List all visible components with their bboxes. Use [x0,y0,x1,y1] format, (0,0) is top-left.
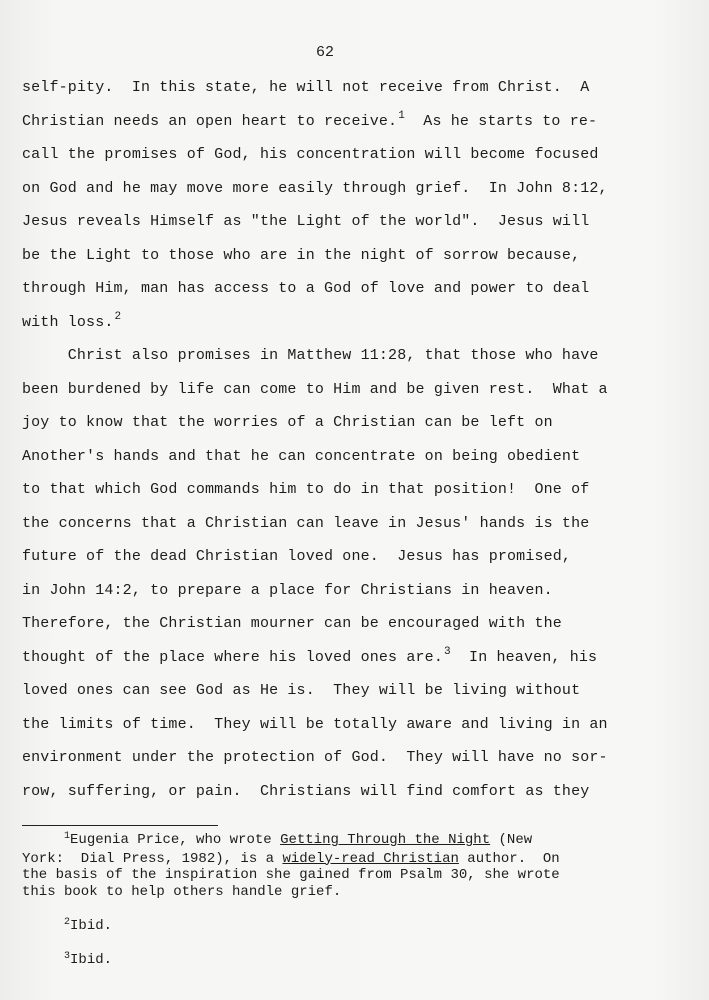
body-line: environment under the protection of God. They will have no sor- [22,749,608,766]
footnote-2: $^2$Ibid. [64,917,113,934]
footnote-ref: 2 [114,310,122,323]
footnotes [22,832,662,900]
body-line: Christ also promises in Matthew 11:28, that those who have [22,347,599,364]
footnote-1: $^1$Eugenia Price, who wrote Getting Through the Night (New [64,831,533,848]
body-line: loved ones can see God as He is. They will be living without [22,682,581,699]
body-line: thought of the place where his loved ones are.$^3$ In heaven, his [22,645,598,666]
footnote-1-line: the basis of the inspiration she gained from Psalm 30, she wrote [22,867,560,883]
footnote-ref: 1 [398,109,405,122]
body-line: row, suffering, or pain. Christians will find comfort as they [22,782,590,800]
body-line: through Him, man has access to a God of love and power to deal [22,280,590,297]
book-title: Getting Through the Night [280,832,491,848]
body-line: on God and he may move more easily through grief. In John 8:12, [22,179,608,197]
body-line: to that which God commands him to do in that position! One of [22,481,590,498]
body-line: the concerns that a Christian can leave in Jesus' hands is the [22,514,590,532]
body-line: future of the dead Christian loved one. Jesus has promised, [22,548,572,565]
body-line: call the promises of God, his concentration will become focused [22,146,599,163]
footnote-1-line: York: Dial Press, 1982), is a widely-read Christian author. On [22,850,560,867]
body-line: Christian needs an open heart to receive.$^1$ As he starts to re- [22,109,598,130]
body-line: self-pity. In this state, he will not receive from Christ. A [22,79,590,96]
footnote-1-line: this book to help others handle grief. [22,883,342,900]
body-line: been burdened by life can come to Him and be given rest. What a [22,380,608,398]
body-line: Jesus reveals Himself as "the Light of the world". Jesus will [22,213,590,230]
body-line: Another's hands and that he can concentrate on being obedient [22,447,581,465]
body-line: joy to know that the worries of a Christian can be left on [22,414,553,431]
body-line: Therefore, the Christian mourner can be encouraged with the [22,615,562,632]
footnote-divider [22,825,218,826]
body-text [22,71,662,808]
body-line: be the Light to those who are in the night of sorrow because, [22,246,581,264]
body-line: in John 14:2, to prepare a place for Christians in heaven. [22,581,553,599]
footnote-ref: 3 [443,645,451,658]
footnote-3: $^3$Ibid. [64,951,113,968]
page-number: 62 [315,44,334,61]
body-line: with loss.$^2$ [22,310,122,331]
body-line: the limits of time. They will be totally aware and living in an [22,715,608,733]
